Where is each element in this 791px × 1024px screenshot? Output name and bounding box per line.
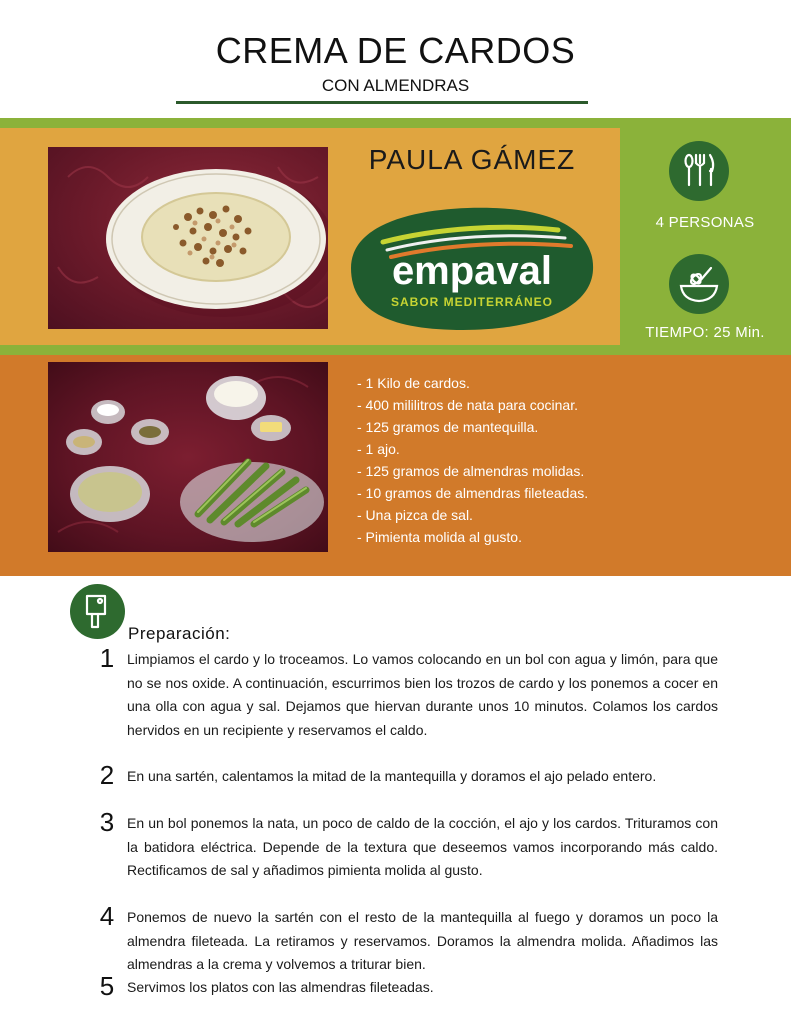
author-name: PAULA GÁMEZ xyxy=(368,144,576,175)
ingredient-item: - 10 gramos de almendras fileteadas. xyxy=(357,485,589,501)
ingredient-item: - 125 gramos de almendras molidas. xyxy=(357,463,585,479)
step-item xyxy=(94,760,718,812)
soup-bowl-photo xyxy=(48,147,328,329)
title-divider xyxy=(176,101,588,104)
cutlery-icon xyxy=(669,141,729,201)
step-text: Limpiamos el cardo y lo troceamos. Lo vamos colocando en un bol con agua y limón, para que no se nos oxide. A continuación, escurrimos bien los trozos de cardo y los ponemos a cocer en una olla con agua y sal. Dejamos que hiervan durante unos 10 minutos. Colamos los cardos hervidos en un recipiente y reservamos el caldo. xyxy=(127,651,718,738)
time-label: TIEMPO: 25 Min. xyxy=(645,324,765,341)
step-item xyxy=(94,971,718,1001)
preparation-heading: Preparación: xyxy=(128,624,231,643)
whisk-bowl-icon xyxy=(669,254,729,314)
ingredient-item: - Una pizca de sal. xyxy=(357,507,473,523)
empaval-logo xyxy=(343,198,601,336)
ingredient-item: - Pimienta molida al gusto. xyxy=(357,529,522,545)
step-text: En un bol ponemos la nata, un poco de caldo de la cocción, el ajo y los cardos. Trituramos con la batidora eléctrica. Depende de la textura que deseemos vamos incorporando más caldo. Rectificamos de sal y añadimos pimienta molida al gusto. xyxy=(127,815,718,878)
ingredients-photo xyxy=(48,362,328,552)
brand-wordmark: empaval xyxy=(391,249,553,293)
step-text: Ponemos de nuevo la sartén con el resto de la mantequilla al fuego y doramos un poco la almendra fileteada. La retiramos y reservamos. Doramos la almendra molida. Añadimos las almendras a la crema y volvemos a triturar bien. xyxy=(127,909,718,972)
step-item xyxy=(94,901,718,977)
servings-label: 4 PERSONAS xyxy=(655,214,755,231)
step-number: 1 xyxy=(99,643,115,673)
step-text: Servimos los platos con las almendras fileteadas. xyxy=(127,979,434,995)
ingredient-item: - 1 ajo. xyxy=(357,441,400,457)
step-item xyxy=(94,807,718,906)
step-item xyxy=(94,643,718,766)
brand-tagline: SABOR MEDITERRÁNEO xyxy=(390,295,554,309)
step-number: 2 xyxy=(99,760,115,790)
step-text: En una sartén, calentamos la mitad de la mantequilla y doramos el ajo pelado entero. xyxy=(127,768,657,784)
ingredient-item: - 125 gramos de mantequilla. xyxy=(357,419,539,435)
recipe-title: CREMA DE CARDOS xyxy=(215,30,576,71)
step-number: 3 xyxy=(99,807,115,837)
step-number: 5 xyxy=(99,971,115,1001)
ingredient-item: - 1 Kilo de cardos. xyxy=(357,375,470,391)
ingredients-list xyxy=(357,372,588,548)
ingredient-item: - 400 mililitros de nata para cocinar. xyxy=(357,397,578,413)
cleaver-icon xyxy=(70,584,125,639)
recipe-subtitle: CON ALMENDRAS xyxy=(321,76,470,95)
step-number: 4 xyxy=(99,901,115,931)
